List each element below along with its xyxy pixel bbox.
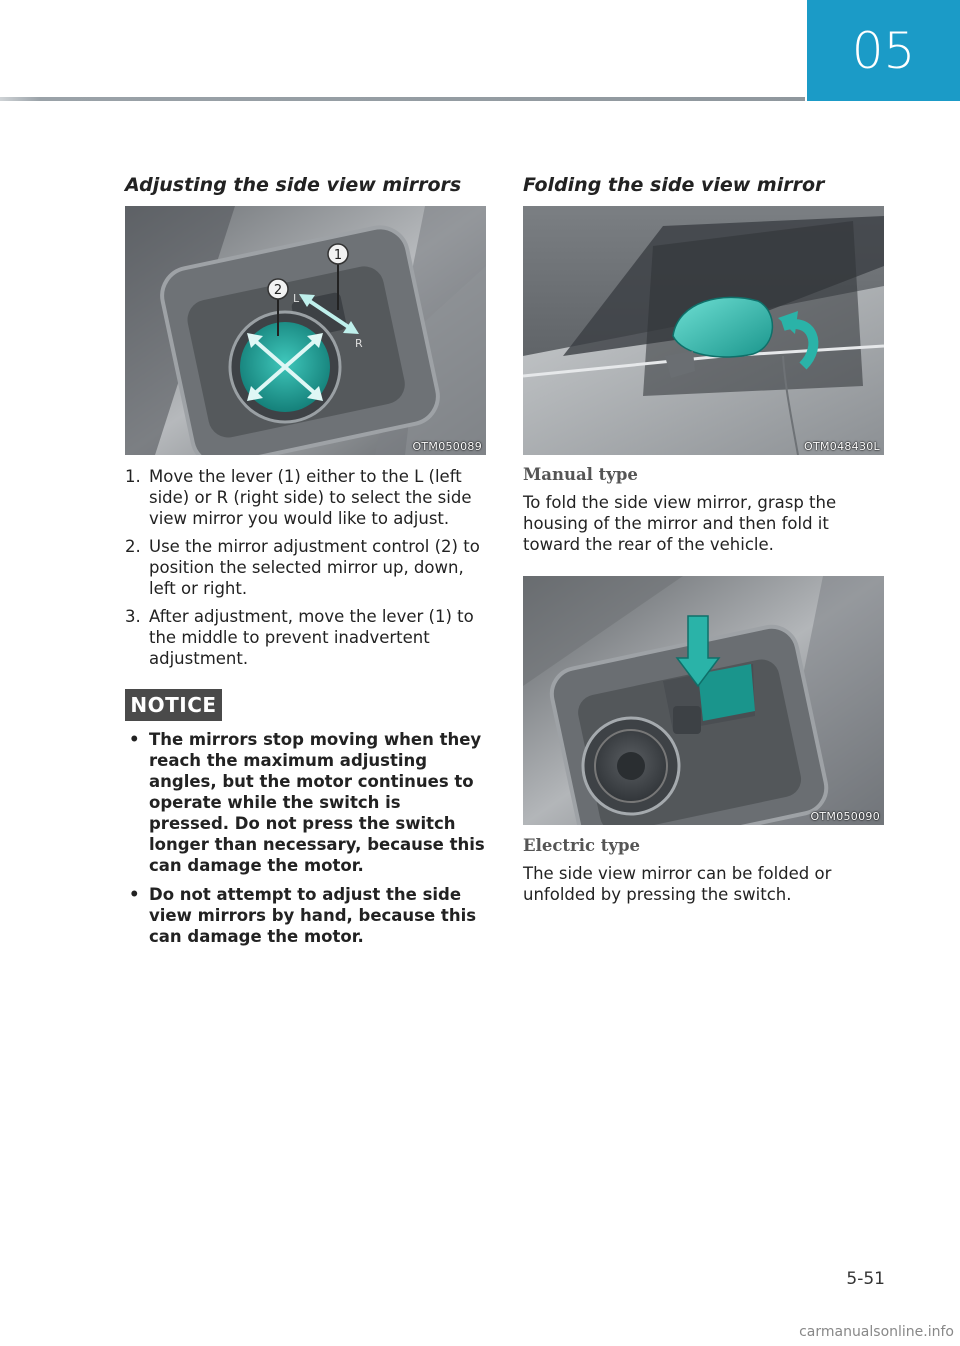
callout-1: 1 [333,248,343,263]
callout-2: 2 [273,283,283,298]
step-text: After adjustment, move the lever (1) to the middle to prevent inadvertent adjustment. [149,607,474,668]
adjust-steps-list [125,466,487,676]
switch-label-left: L [293,292,300,305]
step-number: 2. [125,537,141,556]
step-number: 3. [125,607,141,626]
figure-code: OTM050090 [810,810,880,823]
bullet-icon: • [129,730,140,749]
step-number: 1. [125,467,141,486]
electric-fold-illustration [523,576,884,825]
mirror-switch-illustration [125,206,486,455]
notice-item [125,729,485,876]
step-item [125,536,487,599]
notice-text: Do not attempt to adjust the side view mirrors by hand, because this can damage the motor. [149,885,477,946]
step-item [125,466,487,529]
manual-fold-illustration [523,206,884,455]
notice-list [125,729,485,955]
switch-label-right: R [355,337,363,350]
figure-manual-fold [523,206,884,455]
header-rule [0,97,805,101]
subheading-manual: Manual type [523,465,638,484]
step-text: Move the lever (1) either to the L (left side) or R (right side) to select the side view mirror you would like to adjust. [149,467,472,528]
paragraph-electric: The side view mirror can be folded or unfolded by pressing the switch. [523,864,832,904]
subheading-electric: Electric type [523,836,641,855]
paragraph-manual: To fold the side view mirror, grasp the housing of the mirror and then fold it toward the rear of the vehicle. [523,493,837,554]
notice-item [125,884,485,947]
notice-badge: NOTICE [125,689,222,721]
figure-mirror-switch [125,206,486,455]
section-title-adjusting: Adjusting the side view mirrors [125,174,462,196]
step-item [125,606,487,669]
chapter-tab [807,0,960,101]
watermark: carmanualsonline.info [799,1324,954,1340]
notice-text: The mirrors stop moving when they reach the maximum adjusting angles, but the motor continues to operate while the switch is pressed. Do not press the switch longer than necessary, because this can damage the motor. [149,730,485,875]
figure-electric-fold [523,576,884,825]
chapter-number: 05 [851,21,916,80]
step-text: Use the mirror adjustment control (2) to position the selected mirror up, down, left or right. [149,537,480,598]
figure-code: OTM050089 [412,440,482,453]
figure-code: OTM048430L [804,440,880,453]
section-title-folding: Folding the side view mirror [523,174,825,196]
bullet-icon: • [129,885,140,904]
page-number: 5-51 [846,1269,885,1289]
